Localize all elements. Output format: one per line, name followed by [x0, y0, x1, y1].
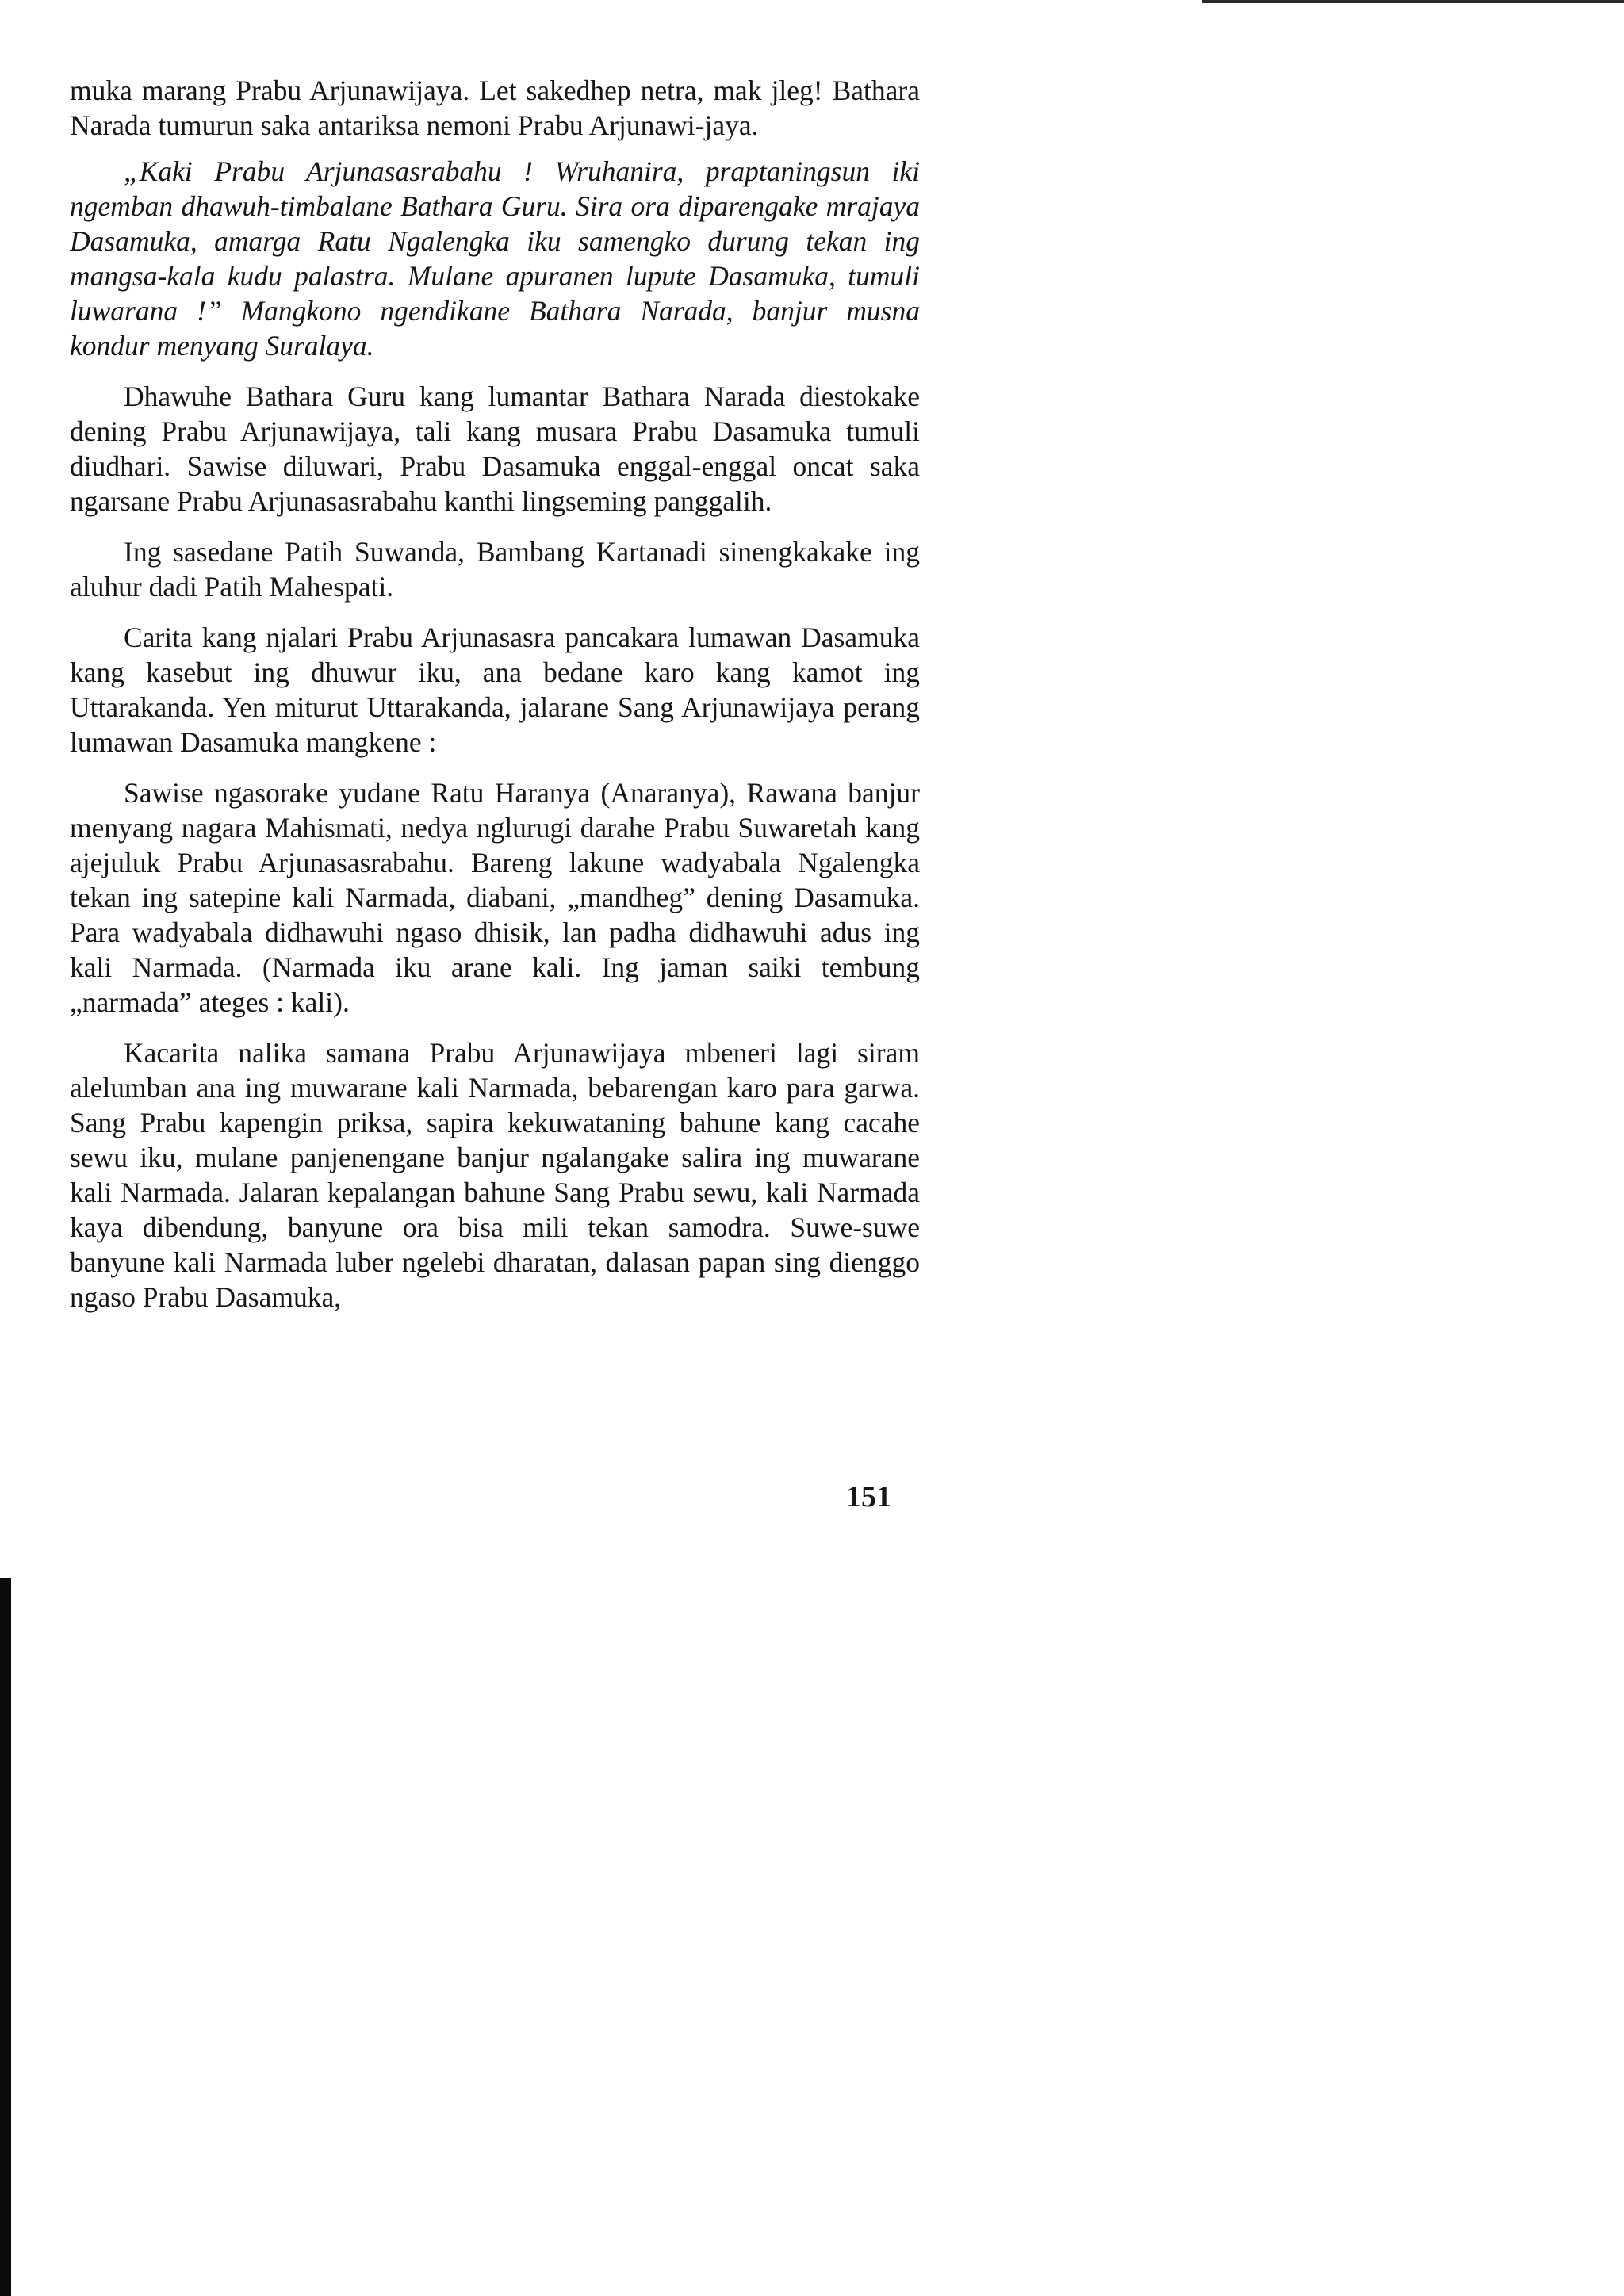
paragraph-4: Ing sasedane Patih Suwanda, Bambang Kartanadi sinengkakake ing aluhur dadi Patih Mahespati. [70, 536, 920, 603]
paragraph-3: Dhawuhe Bathara Guru kang lumantar Bathara Narada diestokake dening Prabu Arjunawijaya, tali kang musara Prabu Dasamuka tumuli diudhari. Sawise diluwari, Prabu Dasamuka enggal-enggal oncat saka ngarsane Prabu Arjunasasrabahu kanthi lingseming panggalih. [70, 381, 920, 517]
page-number: 151 [846, 1480, 891, 1513]
scan-edge-bar [0, 1578, 11, 2296]
paragraph-7: Kacarita nalika samana Prabu Arjunawijaya mbeneri lagi siram alelumban ana ing muwarane kali Narmada, bebarengan karo para garwa. Sang Prabu kapengin priksa, sapira kekuwataning bahune kang cacahe sewu iku, mulane panjenengane banjur ngalangake salira ing muwarane kali Narmada. Jalaran kepalangan bahune Sang Prabu sewu, kali Narmada kaya dibendung, banyune ora bisa mili tekan samodra. Suwe-suwe banyune kali Narmada luber ngelebi dharatan, dalasan papan sing dienggo ngaso Prabu Dasamuka, [70, 1037, 920, 1313]
page-text-column [70, 73, 920, 1330]
paragraph-2-dialogue: „Kaki Prabu Arjunasasrabahu ! Wruhanira, praptaningsun iki ngemban dhawuh-timbalane Bathara Guru. Sira ora diparengake mrajaya Dasamuka, amarga Ratu Ngalengka iku samengko durung tekan ing mangsa-kala kudu palastra. Mulane apuranen lupute Dasamuka, tumuli luwarana !” Mangkono ngendikane Bathara Narada, banjur musna kondur menyang Suralaya. [70, 155, 920, 362]
paragraph-5: Carita kang njalari Prabu Arjunasasra pancakara lumawan Dasamuka kang kasebut ing dhuwur iku, ana bedane karo kang kamot ing Uttarakanda. Yen miturut Uttarakanda, jalarane Sang Arjunawijaya perang lumawan Dasamuka mangkene : [70, 622, 920, 758]
paragraph-1: muka marang Prabu Arjunawijaya. Let sakedhep netra, mak jleg! Bathara Narada tumurun saka antariksa nemoni Prabu Arjunawi-jaya. [70, 75, 920, 141]
top-edge-rule [1202, 0, 1624, 3]
paragraph-6: Sawise ngasorake yudane Ratu Haranya (Anaranya), Rawana banjur menyang nagara Mahismati, nedya nglurugi darahe Prabu Suwaretah kang ajejuluk Prabu Arjunasasrabahu. Bareng lakune wadyabala Ngalengka tekan ing satepine kali Narmada, diabani, „mandheg” dening Dasamuka. Para wadyabala didhawuhi ngaso dhisik, lan padha didhawuhi adus ing kali Narmada. (Narmada iku arane kali. Ing jaman saiki tembung „narmada” ateges : kali). [70, 777, 920, 1018]
